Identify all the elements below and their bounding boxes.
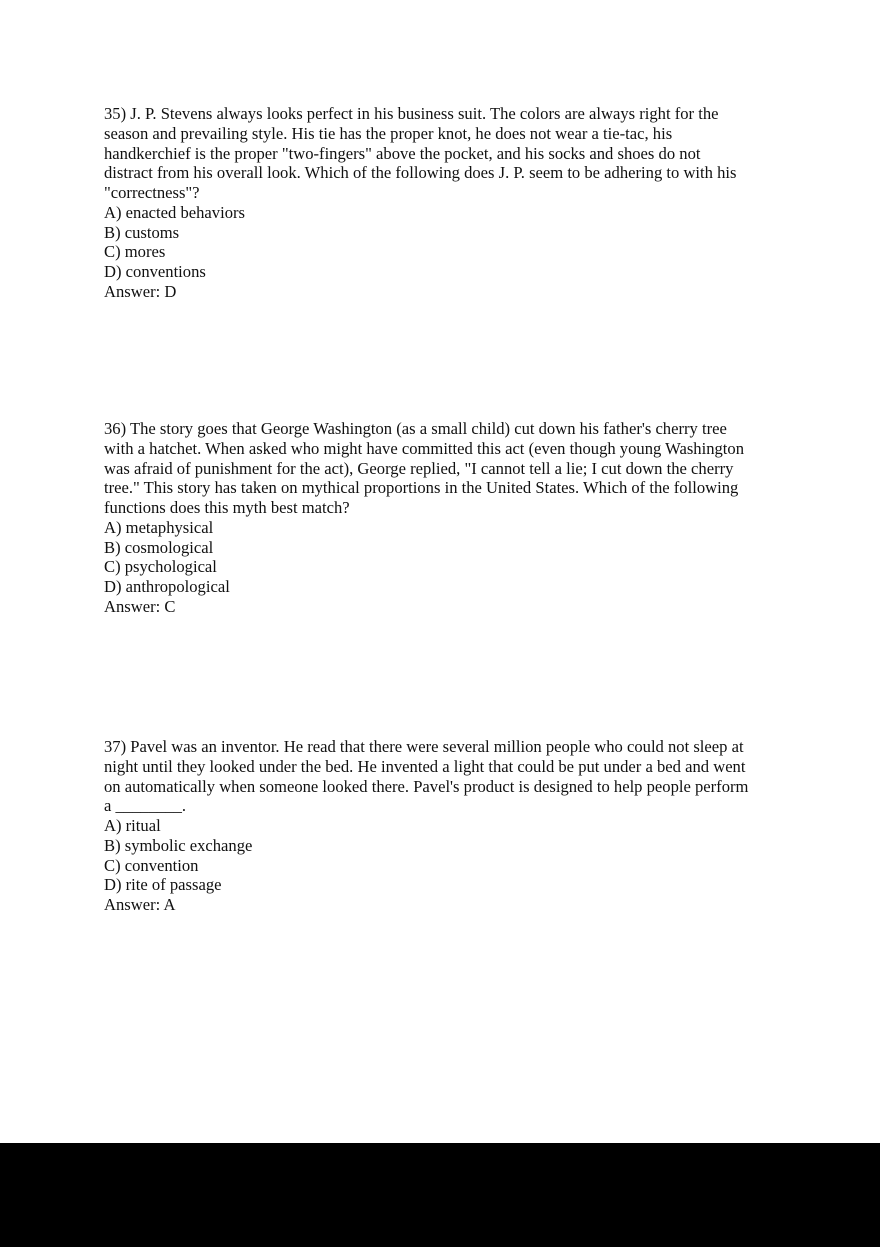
stem-line: 36) The story goes that George Washington (as a small child) cut down his father's cherry tree xyxy=(104,419,727,438)
option-c: C) psychological xyxy=(104,557,217,577)
option-d: D) conventions xyxy=(104,262,206,281)
stem-line: handkerchief is the proper "two-fingers" above the pocket, and his socks and shoes do not xyxy=(104,143,701,163)
option-b: B) symbolic exchange xyxy=(104,835,253,855)
stem-line: night until they looked under the bed. He invented a light that could be put under a bed and went xyxy=(104,756,746,776)
option-c: C) mores xyxy=(104,242,166,262)
stem-line: season and prevailing style. His tie has the proper knot, he does not wear a tie-tac, his xyxy=(104,123,673,143)
answer-key: Answer: C xyxy=(104,596,176,616)
option-b: B) cosmological xyxy=(104,537,214,557)
option-a: A) enacted behaviors xyxy=(104,202,245,222)
stem-line: a ________. xyxy=(104,796,187,816)
stem-line: on automatically when someone looked there. Pavel's product is designed to help people perform xyxy=(104,776,749,796)
question-37 xyxy=(104,737,784,915)
option-a: A) metaphysical xyxy=(104,517,214,537)
stem-line: distract from his overall look. Which of the following does J. P. seem to be adhering to with his xyxy=(104,163,737,183)
stem-line: 35) J. P. Stevens always looks perfect in his business suit. The colors are always right for the xyxy=(104,104,719,123)
question-35 xyxy=(104,104,784,302)
stem-line: was afraid of punishment for the act), George replied, "I cannot tell a lie; I cut down the cherry xyxy=(104,458,734,478)
option-d: D) rite of passage xyxy=(104,875,222,895)
question-stem xyxy=(104,737,784,816)
option-a: A) ritual xyxy=(104,816,161,835)
stem-line: functions does this myth best match? xyxy=(104,498,350,517)
stem-line: 37) Pavel was an inventor. He read that there were several million people who could not sleep at xyxy=(104,737,744,756)
option-d: D) anthropological xyxy=(104,577,230,596)
answer-key: Answer: A xyxy=(104,895,176,914)
stem-line: with a hatchet. When asked who might have committed this act (even though young Washington xyxy=(104,438,745,458)
option-b: B) customs xyxy=(104,222,180,242)
black-footer-bar xyxy=(0,1143,880,1247)
question-stem xyxy=(104,104,784,203)
option-c: C) convention xyxy=(104,855,199,875)
answer-key: Answer: D xyxy=(104,281,177,301)
question-stem xyxy=(104,419,784,518)
stem-line: "correctness"? xyxy=(104,183,200,202)
stem-line: tree." This story has taken on mythical proportions in the United States. Which of the following xyxy=(104,478,739,498)
question-36 xyxy=(104,419,784,617)
